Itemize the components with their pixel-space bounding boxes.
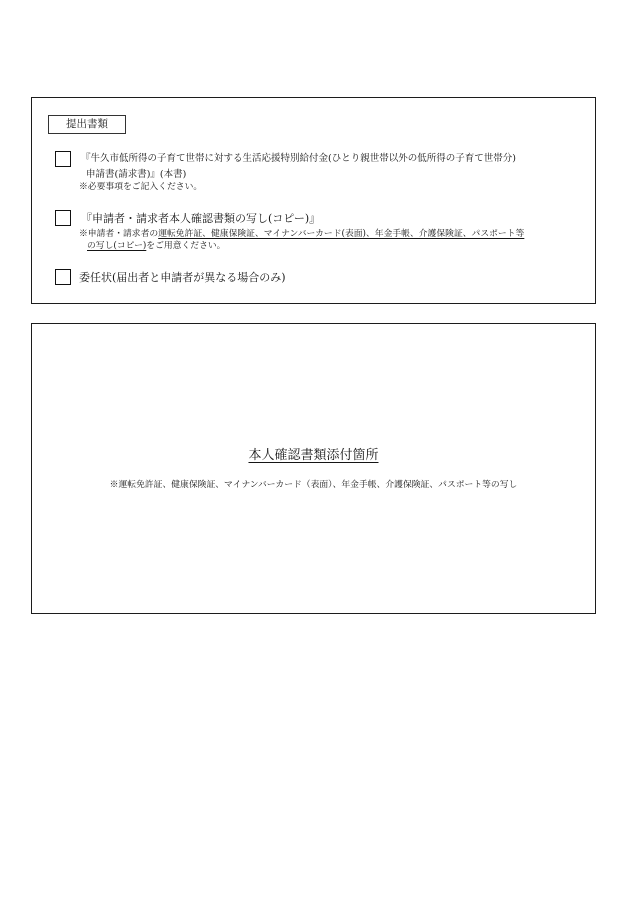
id-copy-note-copy: の写し(コピー): [87, 241, 147, 251]
attachment-title: 本人確認書類添付箇所: [248, 448, 379, 463]
power-of-attorney-title: 委任状(届出者と申請者が異なる場合のみ): [79, 271, 286, 284]
id-copy-title: 『申請者・請求者本人確認書類の写し(コピー)』: [81, 212, 321, 225]
attachment-note: ※運転免許証、健康保険証、マイナンバーカード（表面）、年金手帳、介護保険証、パスポート等の写し: [109, 480, 518, 490]
section-label: 提出書類: [48, 115, 126, 134]
submission-documents-section: [31, 97, 596, 304]
application-form-note: ※必要事項をご記入ください。: [79, 182, 203, 192]
id-copy-note-suffix: をご用意ください。: [146, 241, 226, 251]
checkbox-id-copy[interactable]: [55, 210, 71, 226]
id-copy-note-line1: [79, 229, 524, 240]
application-form-title-line1: 『牛久市低所得の子育て世帯に対する生活応援特別給付金(ひとり親世帯以外の低所得の子育て世帯分): [81, 153, 516, 164]
id-copy-note-prefix: ※申請者・請求者の: [79, 229, 159, 239]
checkbox-application-form[interactable]: [55, 151, 71, 167]
id-copy-note-line2: [87, 241, 225, 252]
id-copy-note-documents: 運転免許証、健康保険証、マイナンバーカード(表面)、年金手帳、介護保険証、パスポート等: [158, 229, 525, 239]
checkbox-power-of-attorney[interactable]: [55, 269, 71, 285]
application-form-title-line2: 申請書(請求書)』(本書): [86, 169, 187, 180]
id-attachment-area: [31, 323, 596, 614]
